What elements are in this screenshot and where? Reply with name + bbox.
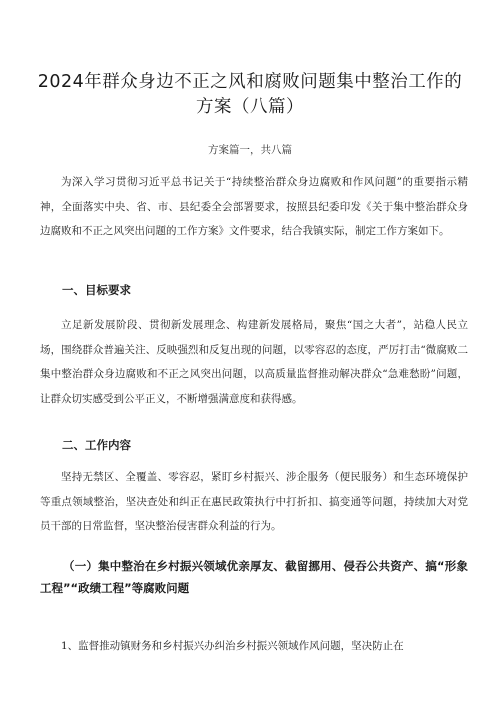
section-heading-content: 二、工作内容 xyxy=(62,438,131,452)
document-title: 2024年群众身边不正之风和腐败问题集中整治工作的方案（八篇） xyxy=(37,72,463,117)
document-subtitle: 方案篇一，共八篇 xyxy=(208,144,292,156)
section-heading-goals: 一、目标要求 xyxy=(62,283,131,297)
goals-paragraph: 立足新发展阶段、贯彻新发展理念、构建新发展格局，聚焦“国之大者”，站稳人民立场，围绕群众普遍关注、反映强烈和反复出现的问题，以零容忍的态度，严厉打击“微腐败二集中整治群众身边腐败和不正之风突出问题，以高质量监督推动解决群众“急难愁盼”问题，让群众切实感受到公平正义，不断增强满意度和获得感。 xyxy=(40,319,468,405)
item-1-paragraph: 1、监督推动镇财务和乡村振兴办纠治乡村振兴领域作风问题，坚决防止在 xyxy=(61,640,404,652)
content-paragraph: 坚持无禁区、全覆盖、零容忍，紧盯乡村振兴、涉企服务（便民服务）和生态环境保护等重点领域整治，坚决查处和纠正在惠民政策执行中打折扣、搞变通等问题，持续加大对党员干部的日常监督，坚决整治侵害群众利益的行为。 xyxy=(40,471,468,532)
intro-paragraph: 为深入学习贯彻习近平总书记关于“持续整治群众身边腐败和作风问题”的重要指示精神，全面落实中央、省、市、县纪委全会部署要求，按照县纪委印发《关于集中整治群众身边腐败和不正之风突出问题的工作方案》文件要求，结合我镇实际，制定工作方案如下。 xyxy=(40,176,468,237)
subsection-heading-rural: （一）集中整治在乡村振兴领域优亲厚友、截留挪用、侵吞公共资产、搞“形象工程”“政绩工程”等腐败问题 xyxy=(40,559,468,595)
